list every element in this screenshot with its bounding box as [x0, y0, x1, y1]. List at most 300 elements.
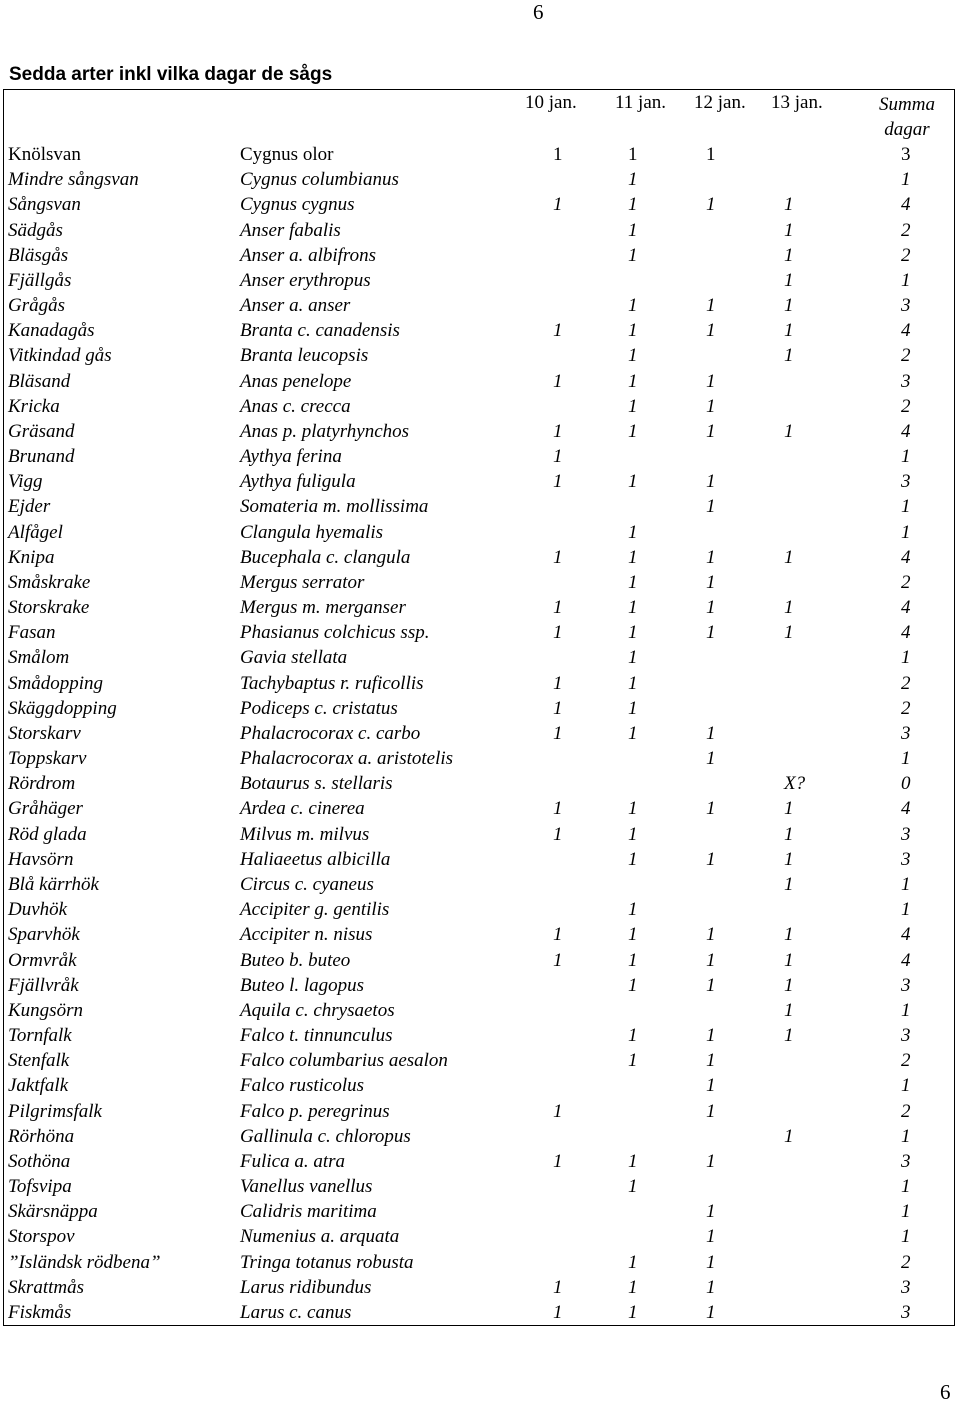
sum-cell: 1	[901, 873, 911, 895]
latin-name: Falco rusticolus	[240, 1075, 365, 1097]
day-3-cell: 1	[706, 597, 716, 619]
sum-cell: 4	[901, 597, 911, 619]
latin-name: Aquila c. chrysaetos	[240, 999, 395, 1021]
swedish-name: Ormvråk	[8, 949, 77, 971]
latin-name: Fulica a. atra	[240, 1150, 346, 1172]
day-2-cell: 1	[628, 1276, 638, 1298]
day-2-cell: 1	[628, 370, 638, 392]
sum-cell: 2	[901, 345, 911, 367]
day-1-cell: 1	[553, 194, 563, 216]
table-row	[0, 444, 960, 469]
day-3-cell: 1	[706, 848, 716, 870]
table-row	[0, 645, 960, 670]
sum-cell: 1	[901, 521, 911, 543]
swedish-name: Storskarv	[8, 722, 81, 744]
page-number-top: 6	[533, 0, 544, 24]
day-3-cell: 1	[706, 1276, 716, 1298]
sum-cell: 1	[901, 1201, 911, 1223]
day-2-cell: 1	[628, 345, 638, 367]
day-3-cell: 1	[706, 320, 716, 342]
swedish-name: Fjällvråk	[8, 974, 79, 996]
table-row	[0, 218, 960, 243]
table-row	[0, 1250, 960, 1275]
day-3-cell: 1	[706, 496, 716, 518]
latin-name: Anas p. platyrhynchos	[240, 420, 410, 442]
latin-name: Bucephala c. clangula	[240, 546, 411, 568]
day-2-cell: 1	[628, 571, 638, 593]
swedish-name: Bläsand	[8, 370, 71, 392]
swedish-name: Skäggdopping	[8, 697, 117, 719]
day-2-cell: 1	[628, 597, 638, 619]
swedish-name: Blå kärrhök	[8, 873, 99, 895]
day-4-cell: 1	[784, 949, 794, 971]
day-2-cell: 1	[628, 647, 638, 669]
swedish-name: Havsörn	[8, 848, 74, 870]
swedish-name: Sparvhök	[8, 924, 80, 946]
sum-cell: 3	[901, 722, 911, 744]
swedish-name: Tofsvipa	[8, 1176, 72, 1198]
table-row	[0, 595, 960, 620]
latin-name: Branta leucopsis	[240, 345, 369, 367]
sum-cell: 2	[901, 244, 911, 266]
table-row	[0, 1300, 960, 1325]
latin-name: Clangula hyemalis	[240, 521, 384, 543]
day-3-cell: 1	[706, 924, 716, 946]
latin-name: Anser a. albifrons	[240, 244, 376, 266]
day-3-cell: 1	[706, 1150, 716, 1172]
sum-cell: 3	[901, 471, 911, 493]
sum-cell: 4	[901, 420, 911, 442]
latin-name: Gavia stellata	[240, 647, 348, 669]
day-1-cell: 1	[553, 622, 563, 644]
day-2-cell: 1	[628, 521, 638, 543]
sum-cell: 2	[901, 1100, 911, 1122]
table-row	[0, 369, 960, 394]
table-row	[0, 872, 960, 897]
table-row	[0, 721, 960, 746]
latin-name: Milvus m. milvus	[240, 823, 370, 845]
sum-cell: 2	[901, 571, 911, 593]
day-2-cell: 1	[628, 848, 638, 870]
latin-name: Haliaeetus albicilla	[240, 848, 391, 870]
table-header	[0, 92, 960, 142]
latin-name: Mergus serrator	[240, 571, 365, 593]
table-row	[0, 746, 960, 771]
day-1-cell: 1	[553, 823, 563, 845]
table-row	[0, 847, 960, 872]
day-1-cell: 1	[553, 798, 563, 820]
day-1-cell: 1	[553, 546, 563, 568]
swedish-name: Skärsnäppa	[8, 1201, 98, 1223]
latin-name: Anas c. crecca	[240, 395, 351, 417]
day-1-cell: 1	[553, 722, 563, 744]
day-4-cell: 1	[784, 194, 794, 216]
sum-cell: 1	[901, 1075, 911, 1097]
day-4-cell: 1	[784, 798, 794, 820]
table-row	[0, 1224, 960, 1249]
day-3-cell: 1	[706, 546, 716, 568]
latin-name: Larus ridibundus	[240, 1276, 372, 1298]
latin-name: Ardea c. cinerea	[240, 798, 365, 820]
sum-cell: 3	[901, 823, 911, 845]
sum-cell: 2	[901, 1251, 911, 1273]
latin-name: Cygnus columbianus	[240, 169, 399, 191]
sum-cell: 2	[901, 395, 911, 417]
table-row	[0, 696, 960, 721]
sum-cell: 3	[901, 370, 911, 392]
table-row	[0, 268, 960, 293]
latin-name: Anser erythropus	[240, 269, 371, 291]
table-row	[0, 948, 960, 973]
table-row	[0, 545, 960, 570]
latin-name: Calidris maritima	[240, 1201, 377, 1223]
swedish-name: Jaktfalk	[8, 1075, 69, 1097]
latin-name: Anser a. anser	[240, 295, 351, 317]
sum-cell: 3	[901, 848, 911, 870]
day-4-cell: 1	[784, 974, 794, 996]
latin-name: Anas penelope	[240, 370, 352, 392]
sum-cell: 1	[901, 446, 911, 468]
day-2-cell: 1	[628, 320, 638, 342]
table-row	[0, 167, 960, 192]
swedish-name: Kungsörn	[8, 999, 83, 1021]
header-day-2: 11 jan.	[615, 92, 667, 113]
sum-cell: 1	[901, 169, 911, 191]
day-3-cell: 1	[706, 1100, 716, 1122]
day-3-cell: 1	[706, 370, 716, 392]
day-2-cell: 1	[628, 823, 638, 845]
swedish-name: Brunand	[8, 446, 75, 468]
table-row	[0, 192, 960, 217]
day-4-cell: 1	[784, 597, 794, 619]
table-row	[0, 822, 960, 847]
latin-name: Buteo l. lagopus	[240, 974, 365, 996]
day-4-cell: 1	[784, 420, 794, 442]
day-3-cell: 1	[706, 1025, 716, 1047]
sum-cell: 3	[901, 1025, 911, 1047]
day-4-cell: 1	[784, 823, 794, 845]
sum-cell: 1	[901, 269, 911, 291]
table-row	[0, 1149, 960, 1174]
species-rows	[0, 142, 960, 1325]
table-row	[0, 897, 960, 922]
table-row	[0, 796, 960, 821]
table-row	[0, 1199, 960, 1224]
day-1-cell: 1	[553, 471, 563, 493]
page-heading: Sedda arter inkl vilka dagar de sågs	[9, 64, 333, 85]
latin-name: Larus c. canus	[240, 1301, 352, 1323]
swedish-name: Kanadagås	[8, 320, 95, 342]
sum-cell: 3	[901, 974, 911, 996]
page-number-bottom: 6	[940, 1380, 951, 1404]
table-row	[0, 1048, 960, 1073]
swedish-name: Rörhöna	[8, 1125, 75, 1147]
day-4-cell: 1	[784, 848, 794, 870]
sum-cell: 1	[901, 999, 911, 1021]
table-row	[0, 1073, 960, 1098]
day-3-cell: 1	[706, 622, 716, 644]
latin-name: Aythya ferina	[240, 446, 342, 468]
day-3-cell: 1	[706, 420, 716, 442]
swedish-name: Storspov	[8, 1226, 75, 1248]
latin-name: Accipiter g. gentilis	[240, 899, 390, 921]
sum-cell: 4	[901, 949, 911, 971]
latin-name: Phalacrocorax c. carbo	[240, 722, 421, 744]
day-2-cell: 1	[628, 1025, 638, 1047]
table-row	[0, 973, 960, 998]
table-row	[0, 620, 960, 645]
table-row	[0, 469, 960, 494]
table-row	[0, 1275, 960, 1300]
sum-cell: 3	[901, 1301, 911, 1323]
day-2-cell: 1	[628, 697, 638, 719]
swedish-name: Vitkindad gås	[8, 345, 112, 367]
sum-cell: 3	[901, 1150, 911, 1172]
swedish-name: Sothöna	[8, 1150, 71, 1172]
day-2-cell: 1	[628, 1176, 638, 1198]
day-4-cell: 1	[784, 999, 794, 1021]
table-row	[0, 343, 960, 368]
day-1-cell: 1	[553, 924, 563, 946]
table-row	[0, 293, 960, 318]
latin-name: Cygnus olor	[240, 144, 334, 165]
latin-name: Anser fabalis	[240, 219, 341, 241]
latin-name: Phasianus colchicus ssp.	[240, 622, 430, 644]
day-1-cell: 1	[553, 1100, 563, 1122]
swedish-name: Sädgås	[8, 219, 63, 241]
day-1-cell: 1	[553, 1276, 563, 1298]
day-3-cell: 1	[706, 1251, 716, 1273]
day-4-cell: 1	[784, 924, 794, 946]
day-3-cell: 1	[706, 1050, 716, 1072]
swedish-name: Fasan	[8, 622, 56, 644]
day-2-cell: 1	[628, 395, 638, 417]
day-4-cell: 1	[784, 1125, 794, 1147]
swedish-name: Alfågel	[8, 521, 63, 543]
header-day-1: 10 jan.	[525, 92, 577, 113]
day-1-cell: 1	[553, 697, 563, 719]
day-1-cell: 1	[553, 1150, 563, 1172]
day-3-cell: 1	[706, 974, 716, 996]
header-summa-line1: Summa	[879, 94, 935, 115]
table-row	[0, 243, 960, 268]
latin-name: Phalacrocorax a. aristotelis	[240, 748, 454, 770]
swedish-name: Bläsgås	[8, 244, 69, 266]
latin-name: Accipiter n. nisus	[240, 924, 373, 946]
table-row	[0, 1099, 960, 1124]
day-2-cell: 1	[628, 722, 638, 744]
swedish-name: Duvhök	[8, 899, 68, 921]
day-3-cell: 1	[706, 748, 716, 770]
day-3-cell: 1	[706, 144, 716, 165]
day-4-cell: 1	[784, 1025, 794, 1047]
latin-name: Tringa totanus robusta	[240, 1251, 414, 1273]
day-2-cell: 1	[628, 219, 638, 241]
latin-name: Vanellus vanellus	[240, 1176, 373, 1198]
table-row	[0, 318, 960, 343]
swedish-name: Kricka	[8, 395, 60, 417]
latin-name: Buteo b. buteo	[240, 949, 351, 971]
day-1-cell: 1	[553, 370, 563, 392]
day-2-cell: 1	[628, 295, 638, 317]
table-row	[0, 570, 960, 595]
day-3-cell: 1	[706, 1301, 716, 1323]
day-2-cell: 1	[628, 144, 638, 165]
day-4-cell: X?	[784, 773, 806, 795]
table-row	[0, 394, 960, 419]
sum-cell: 3	[901, 295, 911, 317]
sum-cell: 3	[901, 1276, 911, 1298]
table-row	[0, 142, 960, 167]
latin-name: Numenius a. arquata	[240, 1226, 400, 1248]
swedish-name: Vigg	[8, 471, 43, 493]
sum-cell: 4	[901, 798, 911, 820]
day-2-cell: 1	[628, 899, 638, 921]
latin-name: Botaurus s. stellaris	[240, 773, 393, 795]
swedish-name: Pilgrimsfalk	[8, 1100, 102, 1122]
day-2-cell: 1	[628, 244, 638, 266]
table-row	[0, 1023, 960, 1048]
header-summa-line2: dagar	[884, 119, 930, 140]
day-1-cell: 1	[553, 949, 563, 971]
latin-name: Falco columbarius aesalon	[240, 1050, 448, 1072]
day-2-cell: 1	[628, 672, 638, 694]
day-2-cell: 1	[628, 1150, 638, 1172]
latin-name: Cygnus cygnus	[240, 194, 355, 216]
day-1-cell: 1	[553, 672, 563, 694]
day-4-cell: 1	[784, 269, 794, 291]
day-2-cell: 1	[628, 949, 638, 971]
day-3-cell: 1	[706, 949, 716, 971]
day-3-cell: 1	[706, 571, 716, 593]
day-2-cell: 1	[628, 1251, 638, 1273]
latin-name: Circus c. cyaneus	[240, 873, 374, 895]
day-1-cell: 1	[553, 420, 563, 442]
swedish-name: Fjällgås	[8, 269, 72, 291]
sum-cell: 2	[901, 697, 911, 719]
table-row	[0, 494, 960, 519]
latin-name: Mergus m. merganser	[240, 597, 406, 619]
table-row	[0, 1174, 960, 1199]
day-2-cell: 1	[628, 1301, 638, 1323]
table-row	[0, 520, 960, 545]
sum-cell: 2	[901, 672, 911, 694]
latin-name: Aythya fuligula	[240, 471, 356, 493]
table-row	[0, 671, 960, 696]
swedish-name: Smådopping	[8, 672, 103, 694]
table-row	[0, 419, 960, 444]
swedish-name: Stenfalk	[8, 1050, 70, 1072]
day-3-cell: 1	[706, 1201, 716, 1223]
sum-cell: 1	[901, 748, 911, 770]
table-row	[0, 998, 960, 1023]
day-3-cell: 1	[706, 798, 716, 820]
swedish-name: Gråhäger	[8, 798, 83, 820]
header-day-4: 13 jan.	[771, 92, 823, 113]
swedish-name: Sångsvan	[8, 194, 81, 216]
day-1-cell: 1	[553, 446, 563, 468]
day-3-cell: 1	[706, 194, 716, 216]
sum-cell: 0	[901, 773, 911, 795]
day-4-cell: 1	[784, 622, 794, 644]
day-2-cell: 1	[628, 1050, 638, 1072]
swedish-name: Skrattmås	[8, 1276, 84, 1298]
day-3-cell: 1	[706, 471, 716, 493]
day-2-cell: 1	[628, 471, 638, 493]
day-3-cell: 1	[706, 395, 716, 417]
sum-cell: 4	[901, 194, 911, 216]
latin-name: Gallinula c. chloropus	[240, 1125, 411, 1147]
day-3-cell: 1	[706, 1075, 716, 1097]
day-2-cell: 1	[628, 924, 638, 946]
sum-cell: 1	[901, 899, 911, 921]
day-2-cell: 1	[628, 622, 638, 644]
sum-cell: 3	[901, 144, 911, 165]
day-1-cell: 1	[553, 1301, 563, 1323]
sum-cell: 4	[901, 622, 911, 644]
day-4-cell: 1	[784, 320, 794, 342]
sum-cell: 1	[901, 496, 911, 518]
day-4-cell: 1	[784, 873, 794, 895]
swedish-name: Storskrake	[8, 597, 90, 619]
day-2-cell: 1	[628, 798, 638, 820]
sum-cell: 2	[901, 219, 911, 241]
latin-name: Falco t. tinnunculus	[240, 1025, 393, 1047]
swedish-name: Röd glada	[8, 823, 87, 845]
swedish-name: Rördrom	[8, 773, 76, 795]
swedish-name: ”Isländsk rödbena”	[8, 1251, 161, 1273]
table-row	[0, 771, 960, 796]
swedish-name: Grågås	[8, 295, 66, 317]
day-2-cell: 1	[628, 974, 638, 996]
day-1-cell: 1	[553, 597, 563, 619]
header-summa	[862, 92, 952, 142]
sum-cell: 4	[901, 924, 911, 946]
day-4-cell: 1	[784, 546, 794, 568]
day-4-cell: 1	[784, 345, 794, 367]
sum-cell: 4	[901, 320, 911, 342]
day-4-cell: 1	[784, 219, 794, 241]
latin-name: Tachybaptus r. ruficollis	[240, 672, 424, 694]
swedish-name: Toppskarv	[8, 748, 87, 770]
sum-cell: 1	[901, 647, 911, 669]
day-1-cell: 1	[553, 320, 563, 342]
swedish-name: Gräsand	[8, 420, 75, 442]
sum-cell: 4	[901, 546, 911, 568]
sum-cell: 2	[901, 1050, 911, 1072]
latin-name: Somateria m. mollissima	[240, 496, 429, 518]
swedish-name: Smålom	[8, 647, 70, 669]
latin-name: Branta c. canadensis	[240, 320, 400, 342]
day-3-cell: 1	[706, 1226, 716, 1248]
latin-name: Podiceps c. cristatus	[240, 697, 398, 719]
sum-cell: 1	[901, 1125, 911, 1147]
sum-cell: 1	[901, 1226, 911, 1248]
table-row	[0, 1124, 960, 1149]
day-4-cell: 1	[784, 295, 794, 317]
day-4-cell: 1	[784, 244, 794, 266]
table-row	[0, 922, 960, 947]
swedish-name: Knölsvan	[8, 144, 81, 165]
swedish-name: Ejder	[8, 496, 51, 518]
swedish-name: Småskrake	[8, 571, 91, 593]
day-2-cell: 1	[628, 546, 638, 568]
swedish-name: Fiskmås	[8, 1301, 72, 1323]
day-3-cell: 1	[706, 295, 716, 317]
swedish-name: Tornfalk	[8, 1025, 72, 1047]
day-2-cell: 1	[628, 169, 638, 191]
day-3-cell: 1	[706, 722, 716, 744]
